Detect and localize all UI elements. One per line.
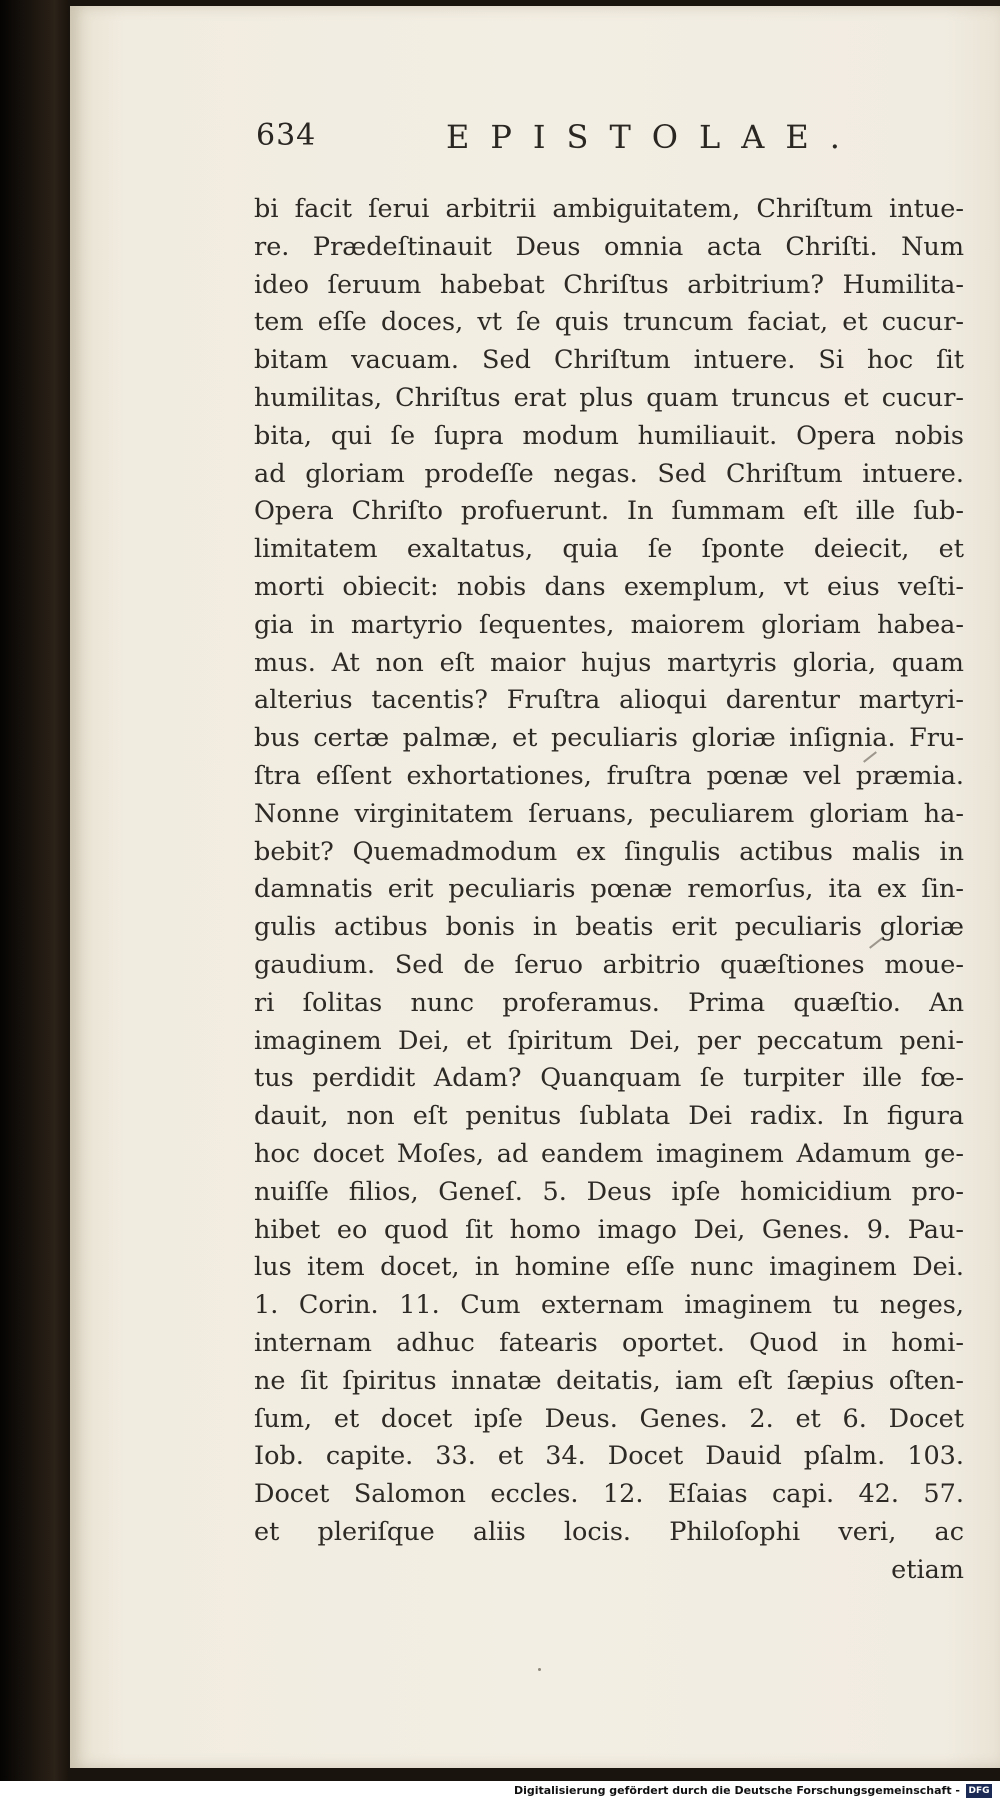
text-line: re. Prædeſtinauit Deus omnia acta Chriſti. Num (254, 231, 964, 262)
catchword: etiam (891, 1554, 964, 1585)
text-line: ri ſolitas nunc proferamus. Prima quæſtio. An (254, 987, 964, 1018)
text-line: bus certæ palmæ, et peculiaris gloriæ inſignia. Fru- (254, 723, 964, 754)
text-line: imaginem Dei, et ſpiritum Dei, per peccatum peni- (254, 1025, 964, 1056)
text-line: hibet eo quod ſit homo imago Dei, Genes. 9. Pau- (254, 1214, 964, 1245)
text-line: Opera Chriſto profuerunt. In ſummam eſt ille ſub- (254, 496, 964, 527)
text-line: hoc docet Moſes, ad eandem imaginem Adamum ge- (254, 1138, 964, 1169)
footer-bar (0, 1781, 1000, 1803)
text-line: morti obiecit: nobis dans exemplum, vt eius veſti- (254, 571, 964, 602)
text-line: ne ſit ſpiritus innatæ deitatis, iam eſt ſæpius oſten- (254, 1365, 964, 1396)
text-line: et pleriſque aliis locis. Philoſophi veri, ac (254, 1516, 964, 1547)
text-line: nuiſſe filios, Geneſ. 5. Deus ipſe homicidium pro- (254, 1176, 964, 1207)
text-line: limitatem exaltatus, quia ſe ſponte deiecit, et (254, 534, 964, 565)
text-line: bebit? Quemadmodum ex ſingulis actibus malis in (254, 836, 964, 867)
text-line: humilitas, Chriſtus erat plus quam truncus et cucur- (254, 382, 964, 413)
dfg-logo: DFG (966, 1784, 992, 1798)
text-line: bi facit ſerui arbitrii ambiguitatem, Chriſtum intue- (254, 194, 964, 224)
running-title: EPISTOLAE. (446, 118, 861, 156)
text-line: Nonne virginitatem ſeruans, peculiarem gloriam ha- (254, 798, 964, 829)
text-line: Iob. capite. 33. et 34. Docet Dauid pſalm. 103. (254, 1441, 964, 1472)
text-line: gaudium. Sed de ſeruo arbitrio quæſtiones moue- (254, 949, 964, 980)
text-line: alterius tacentis? Fruſtra alioqui darentur martyri- (254, 685, 964, 716)
body-text (254, 191, 964, 1589)
dot-mark (538, 1668, 541, 1671)
text-line: ad gloriam prodeſſe negas. Sed Chriſtum intuere. (254, 458, 964, 489)
text-line: ſum, et docet ipſe Deus. Genes. 2. et 6. Docet (254, 1403, 964, 1434)
text-line: gulis actibus bonis in beatis erit peculiaris gloriæ (254, 912, 964, 943)
text-line: tem eſſe doces, vt ſe quis truncum faciat, et cucur- (254, 307, 964, 338)
text-line: gia in martyrio ſequentes, maiorem gloriam habea- (254, 609, 964, 640)
text-line: Docet Salomon eccles. 12. Eſaias capi. 42. 57. (254, 1479, 964, 1510)
page-number: 634 (256, 118, 317, 153)
text-line: 1. Corin. 11. Cum externam imaginem tu neges, (254, 1290, 964, 1321)
text-line: bita, qui ſe ſupra modum humiliauit. Opera nobis (254, 420, 964, 451)
text-line: dauit, non eſt penitus ſublata Dei radix. In figura (254, 1101, 964, 1132)
text-line: lus item docet, in homine eſſe nunc imaginem Dei. (254, 1252, 964, 1283)
text-line: tus perdidit Adam? Quanquam ſe turpiter ille fœ- (254, 1063, 964, 1094)
page-header (256, 118, 861, 162)
digitization-credit: Digitalisierung gefördert durch die Deutsche Forschungsgemeinschaft - (513, 1784, 960, 1797)
text-line: damnatis erit peculiaris pœnæ remorſus, ita ex ſin- (254, 874, 964, 905)
text-line: ideo ſeruum habebat Chriſtus arbitrium? Humilita- (254, 269, 964, 300)
text-line: bitam vacuam. Sed Chriſtum intuere. Si hoc ſit (254, 345, 964, 376)
text-line: internam adhuc fatearis oportet. Quod in homi- (254, 1327, 964, 1358)
text-line: ſtra eſſent exhortationes, fruſtra pœnæ vel præmia. (254, 760, 964, 791)
text-line: mus. At non eſt maior hujus martyris gloria, quam (254, 647, 964, 678)
